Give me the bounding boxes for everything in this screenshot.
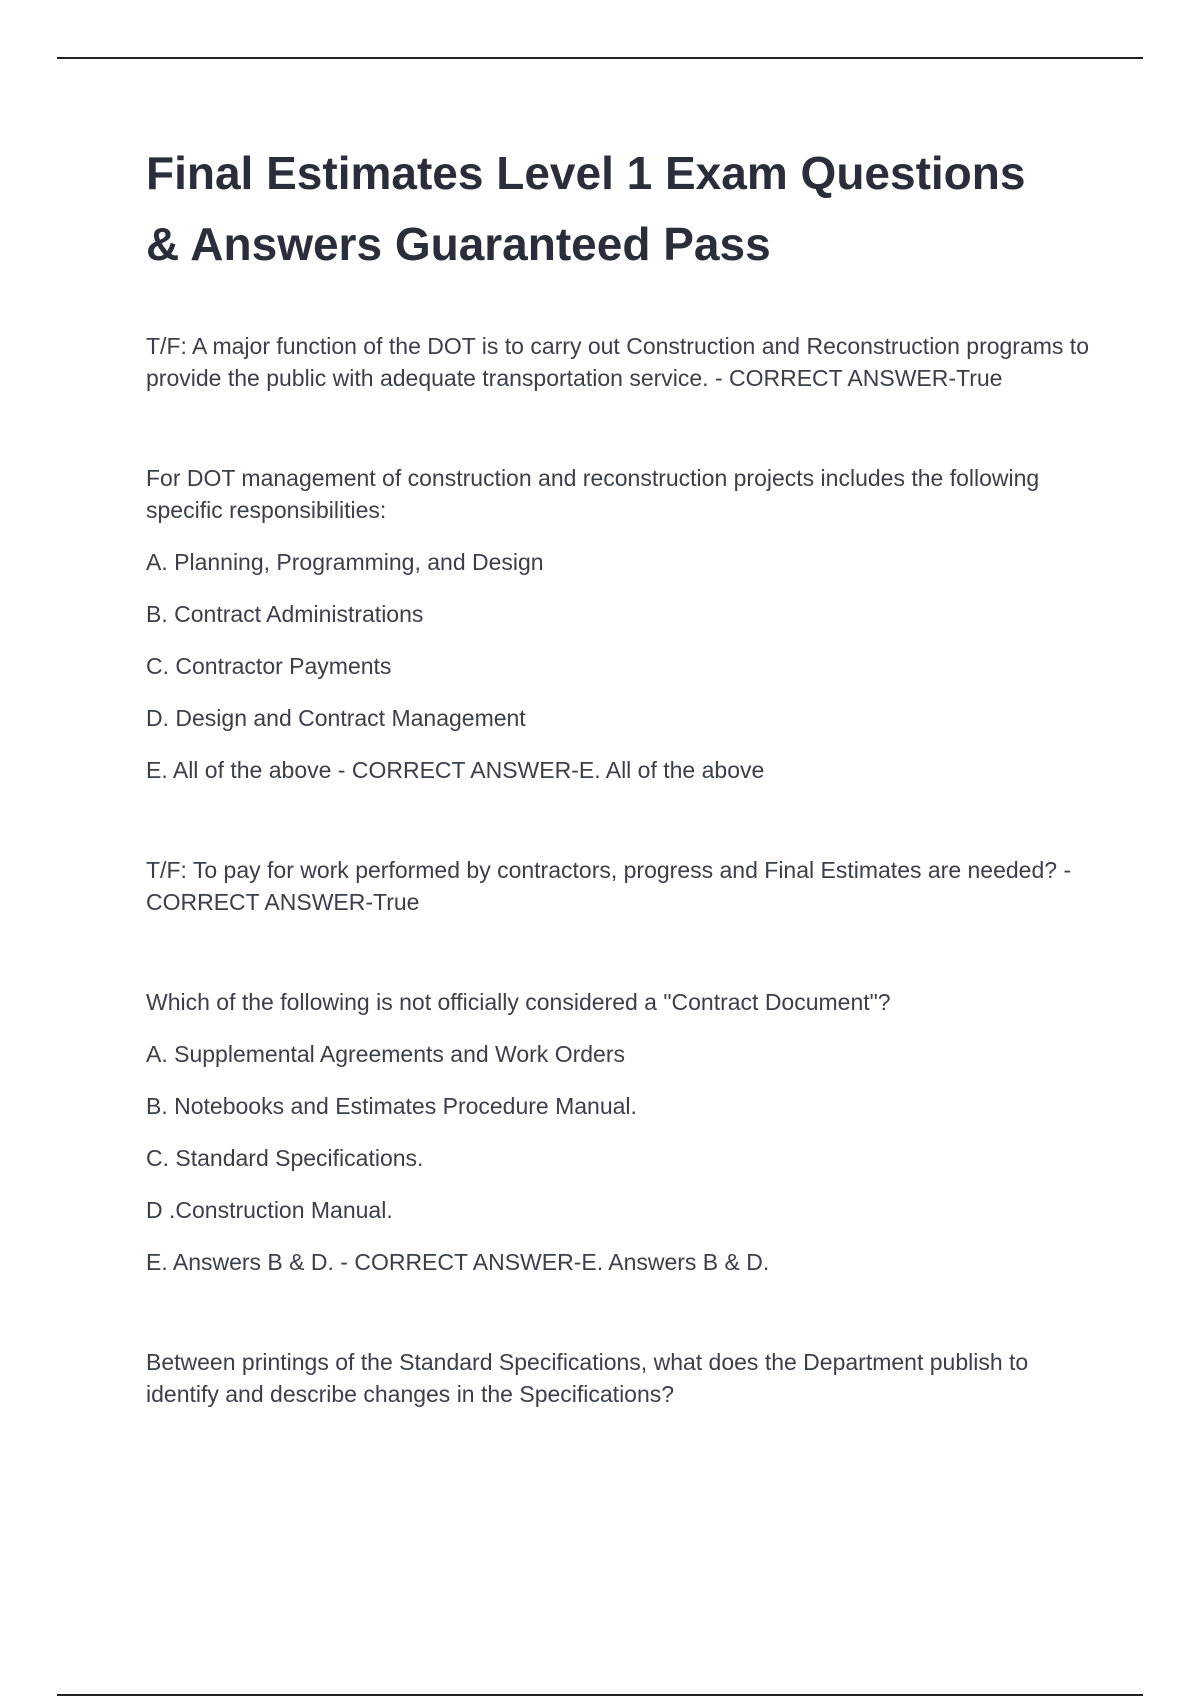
- answer-option: A. Supplemental Agreements and Work Orders: [146, 1041, 625, 1067]
- question-4: [146, 986, 1096, 1278]
- question-1: [146, 330, 1096, 394]
- question-text: T/F: A major function of the DOT is to carry out Construction and Reconstruction programs to provide the public with adequate transportation service. - CORRECT ANSWER-True: [146, 333, 1089, 391]
- top-divider: [57, 57, 1143, 59]
- question-5: [146, 1346, 1096, 1410]
- answer-option: B. Contract Administrations: [146, 601, 424, 627]
- answer-option: E. All of the above - CORRECT ANSWER-E. All of the above: [146, 757, 765, 783]
- document-body: [146, 138, 1096, 1410]
- answer-option: A. Planning, Programming, and Design: [146, 549, 544, 575]
- answer-option: C. Standard Specifications.: [146, 1145, 424, 1171]
- question-3: [146, 854, 1096, 918]
- title-line-2: & Answers Guaranteed Pass: [146, 218, 771, 270]
- bottom-divider: [57, 1694, 1143, 1696]
- answer-option: C. Contractor Payments: [146, 653, 392, 679]
- answer-option: B. Notebooks and Estimates Procedure Manual.: [146, 1093, 637, 1119]
- title-line-1: Final Estimates Level 1 Exam Questions: [146, 147, 1026, 199]
- question-text: T/F: To pay for work performed by contractors, progress and Final Estimates are needed? - CORRECT ANSWER-True: [146, 857, 1072, 915]
- question-text: Between printings of the Standard Specifications, what does the Department publish to identify and describe changes in the Specifications?: [146, 1349, 1029, 1407]
- answer-option: D. Design and Contract Management: [146, 705, 526, 731]
- question-text: For DOT management of construction and reconstruction projects includes the following specific responsibilities:: [146, 465, 1040, 523]
- question-text: Which of the following is not officially considered a "Contract Document"?: [146, 989, 891, 1015]
- document-title: [146, 138, 1096, 280]
- answer-option: E. Answers B & D. - CORRECT ANSWER-E. Answers B & D.: [146, 1249, 770, 1275]
- question-2: [146, 462, 1096, 786]
- answer-option: D .Construction Manual.: [146, 1197, 393, 1223]
